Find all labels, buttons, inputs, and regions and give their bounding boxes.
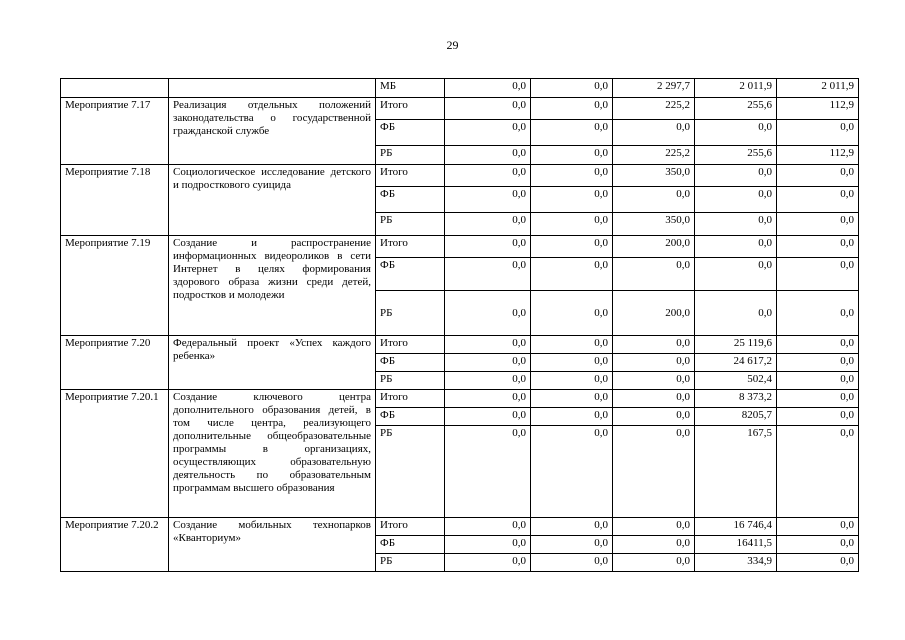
table-row-continuation: [61, 79, 859, 98]
value-cell: 0,0: [445, 120, 531, 146]
event-code: Мероприятие 7.20.2: [61, 518, 169, 572]
event-description-cell: [169, 79, 376, 98]
value-cell: 0,0: [695, 213, 777, 236]
funding-source: ФБ: [376, 408, 445, 426]
value-cell: 0,0: [531, 408, 613, 426]
event-description: Создание ключевого центра дополнительного образования детей, в том числе центра, реализующего дополнительные общеобразовательные программы в организациях, осуществляющих образовательную деятельность по образовательным программам высшего образования: [169, 390, 376, 518]
value-cell: 0,0: [777, 258, 859, 291]
value-cell: 0,0: [531, 165, 613, 187]
funding-source: ФБ: [376, 187, 445, 213]
funding-source: РБ: [376, 426, 445, 518]
value-cell: 0,0: [777, 165, 859, 187]
value-cell: 0,0: [531, 372, 613, 390]
value-cell: 255,6: [695, 98, 777, 120]
value-cell: 0,0: [445, 426, 531, 518]
value-cell: 0,0: [777, 120, 859, 146]
funding-source: ФБ: [376, 536, 445, 554]
event-code: Мероприятие 7.19: [61, 236, 169, 336]
value-cell: 112,9: [777, 146, 859, 165]
value-cell: 0,0: [531, 354, 613, 372]
value-cell: 112,9: [777, 98, 859, 120]
value-cell: 0,0: [613, 372, 695, 390]
funding-source: РБ: [376, 213, 445, 236]
value-cell: 350,0: [613, 165, 695, 187]
funding-source: МБ: [376, 79, 445, 98]
value-cell: 0,0: [777, 408, 859, 426]
value-cell: 0,0: [531, 291, 613, 336]
value-cell: 0,0: [613, 354, 695, 372]
value-cell: 0,0: [777, 426, 859, 518]
value-cell: 0,0: [613, 336, 695, 354]
value-cell: 0,0: [613, 536, 695, 554]
value-cell: 0,0: [445, 554, 531, 572]
event-code: Мероприятие 7.17: [61, 98, 169, 165]
event-description: Федеральный проект «Успех каждого ребенка»: [169, 336, 376, 390]
value-cell: 8205,7: [695, 408, 777, 426]
value-cell: 25 119,6: [695, 336, 777, 354]
value-cell: 0,0: [445, 258, 531, 291]
value-cell: 2 297,7: [613, 79, 695, 98]
value-cell: 0,0: [777, 213, 859, 236]
value-cell: 0,0: [695, 291, 777, 336]
value-cell: 0,0: [445, 165, 531, 187]
value-cell: 0,0: [777, 554, 859, 572]
value-cell: 200,0: [613, 236, 695, 258]
event-description: Социологическое исследование детского и подросткового суицида: [169, 165, 376, 236]
value-cell: 502,4: [695, 372, 777, 390]
value-cell: 0,0: [531, 336, 613, 354]
table-row: [61, 236, 859, 258]
table-row: [61, 165, 859, 187]
value-cell: 167,5: [695, 426, 777, 518]
funding-source: ФБ: [376, 354, 445, 372]
table-row: [61, 336, 859, 354]
funding-source: Итого: [376, 336, 445, 354]
value-cell: 0,0: [531, 213, 613, 236]
value-cell: 2 011,9: [695, 79, 777, 98]
value-cell: 0,0: [445, 291, 531, 336]
event-code: Мероприятие 7.20.1: [61, 390, 169, 518]
table-row: [61, 98, 859, 120]
value-cell: 0,0: [445, 213, 531, 236]
value-cell: 0,0: [531, 554, 613, 572]
value-cell: 0,0: [777, 518, 859, 536]
value-cell: 334,9: [695, 554, 777, 572]
value-cell: 0,0: [613, 258, 695, 291]
value-cell: 0,0: [695, 187, 777, 213]
value-cell: 0,0: [445, 372, 531, 390]
value-cell: 0,0: [531, 536, 613, 554]
funding-source: Итого: [376, 518, 445, 536]
value-cell: 0,0: [695, 120, 777, 146]
value-cell: 0,0: [531, 120, 613, 146]
value-cell: 8 373,2: [695, 390, 777, 408]
value-cell: 0,0: [531, 426, 613, 518]
value-cell: 0,0: [695, 165, 777, 187]
event-code-cell: [61, 79, 169, 98]
value-cell: 0,0: [613, 426, 695, 518]
event-description: Создание и распространение информационных видеороликов в сети Интернет в целях формирования здорового образа жизни среди детей, подростков и молодежи: [169, 236, 376, 336]
value-cell: 0,0: [777, 236, 859, 258]
value-cell: 0,0: [777, 354, 859, 372]
value-cell: 0,0: [445, 536, 531, 554]
table-row: [61, 390, 859, 408]
funding-source: РБ: [376, 372, 445, 390]
value-cell: 0,0: [445, 354, 531, 372]
value-cell: 0,0: [445, 336, 531, 354]
funding-source: ФБ: [376, 120, 445, 146]
value-cell: 0,0: [445, 518, 531, 536]
value-cell: 0,0: [777, 390, 859, 408]
funding-source: РБ: [376, 146, 445, 165]
value-cell: 0,0: [695, 236, 777, 258]
value-cell: 0,0: [445, 146, 531, 165]
value-cell: 0,0: [445, 390, 531, 408]
page-number: 29: [446, 38, 459, 52]
value-cell: 0,0: [445, 98, 531, 120]
value-cell: 0,0: [445, 79, 531, 98]
value-cell: 0,0: [613, 408, 695, 426]
value-cell: 225,2: [613, 146, 695, 165]
value-cell: 0,0: [613, 518, 695, 536]
value-cell: 0,0: [531, 258, 613, 291]
funding-source: ФБ: [376, 258, 445, 291]
value-cell: 0,0: [445, 187, 531, 213]
value-cell: 0,0: [531, 98, 613, 120]
table-row: [61, 518, 859, 536]
event-description: Реализация отдельных положений законодательства о государственной гражданской службе: [169, 98, 376, 165]
value-cell: 255,6: [695, 146, 777, 165]
value-cell: 0,0: [613, 554, 695, 572]
value-cell: 24 617,2: [695, 354, 777, 372]
funding-source: Итого: [376, 236, 445, 258]
value-cell: 0,0: [531, 390, 613, 408]
value-cell: 0,0: [777, 536, 859, 554]
value-cell: 0,0: [613, 390, 695, 408]
event-code: Мероприятие 7.18: [61, 165, 169, 236]
value-cell: 0,0: [777, 187, 859, 213]
value-cell: 16 746,4: [695, 518, 777, 536]
funding-source: Итого: [376, 390, 445, 408]
value-cell: 0,0: [613, 187, 695, 213]
budget-table: [60, 78, 859, 572]
value-cell: 0,0: [531, 146, 613, 165]
value-cell: 0,0: [613, 120, 695, 146]
funding-source: РБ: [376, 554, 445, 572]
event-code: Мероприятие 7.20: [61, 336, 169, 390]
value-cell: 0,0: [531, 79, 613, 98]
event-description: Создание мобильных технопарков «Кванториум»: [169, 518, 376, 572]
value-cell: 0,0: [695, 258, 777, 291]
funding-source: РБ: [376, 291, 445, 336]
value-cell: 200,0: [613, 291, 695, 336]
value-cell: 0,0: [531, 518, 613, 536]
value-cell: 2 011,9: [777, 79, 859, 98]
value-cell: 16411,5: [695, 536, 777, 554]
value-cell: 0,0: [445, 408, 531, 426]
value-cell: 0,0: [531, 187, 613, 213]
funding-source: Итого: [376, 98, 445, 120]
value-cell: 0,0: [445, 236, 531, 258]
value-cell: 0,0: [777, 372, 859, 390]
value-cell: 0,0: [777, 291, 859, 336]
value-cell: 350,0: [613, 213, 695, 236]
value-cell: 0,0: [531, 236, 613, 258]
funding-source: Итого: [376, 165, 445, 187]
value-cell: 0,0: [777, 336, 859, 354]
value-cell: 225,2: [613, 98, 695, 120]
